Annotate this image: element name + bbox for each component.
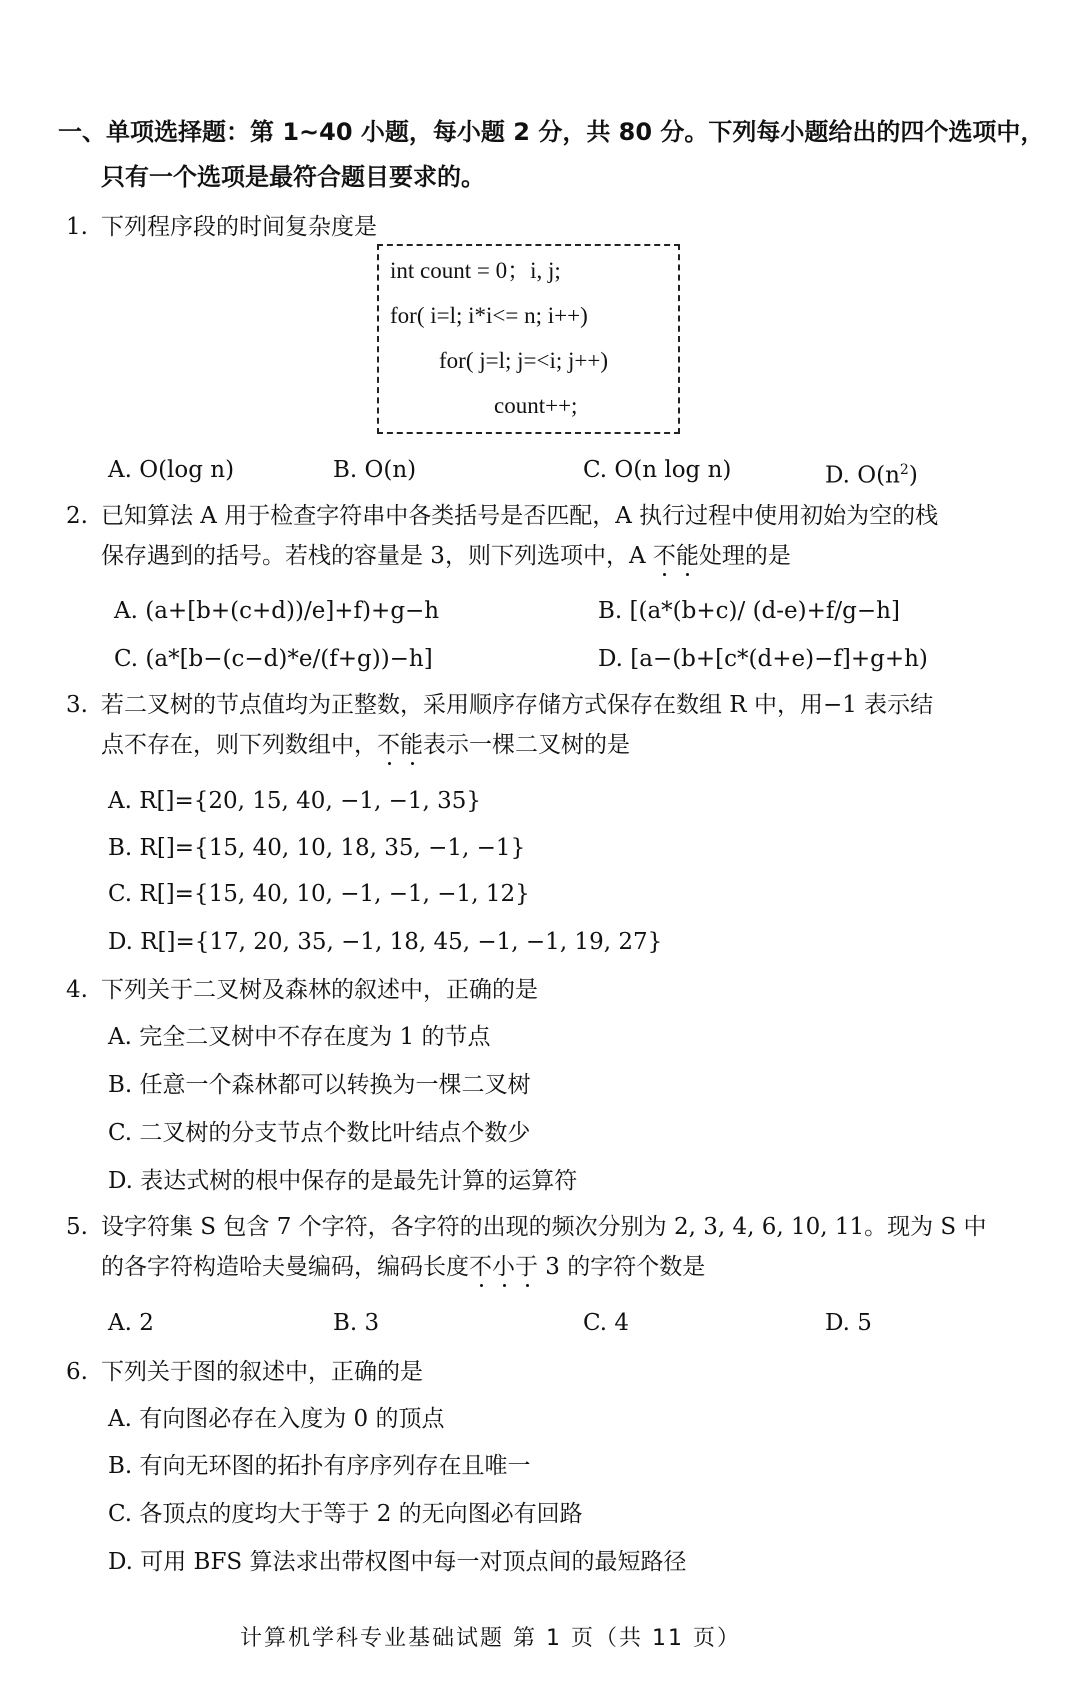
q4-option-b: B. 任意一个森林都可以转换为一棵二叉树 — [108, 1072, 531, 1098]
q4-option-d: D. 表达式树的根中保存的是最先计算的运算符 — [108, 1168, 578, 1194]
q3-stem-line1: 若二叉树的节点值均为正整数，采用顺序存储方式保存在数组 R 中，用−1 表示结 — [101, 692, 934, 718]
q1-number: 1. — [66, 214, 88, 240]
q5-option-c: C. 4 — [583, 1310, 630, 1336]
q1-option-b: B. O(n) — [333, 457, 417, 483]
q1-code-box — [377, 244, 680, 434]
q5-emphasis-2: 小 — [492, 1254, 515, 1280]
section-heading-line1: 一、单项选择题：第 1~40 小题，每小题 2 分，共 80 分。下列每小题给出的四个选项中， — [58, 118, 1045, 146]
q3-option-d: D. R[]={17, 20, 35, −1, 18, 45, −1, −1, 19, 27} — [108, 929, 663, 955]
q3-option-b: B. R[]={15, 40, 10, 18, 35, −1, −1} — [108, 835, 526, 861]
q2-stem-line1: 已知算法 A 用于检查字符串中各类括号是否匹配，A 执行过程中使用初始为空的栈 — [101, 503, 939, 529]
q2-option-b: B. [(a*(b+c)/ (d-e)+f/g−h] — [598, 598, 900, 624]
page-footer: 计算机学科专业基础试题 第 1 页（共 11 页） — [240, 1626, 741, 1651]
q2-emphasis-2: 能 — [675, 543, 699, 569]
q4-option-c: C. 二叉树的分支节点个数比叶结点个数少 — [108, 1120, 531, 1146]
q1-code-line-2: for( i=l; i*i<= n; i++) — [390, 303, 588, 328]
q2-number: 2. — [66, 503, 88, 529]
q5-emphasis-1: 不 — [469, 1254, 492, 1280]
q2-option-d: D. [a−(b+[c*(d+e)−f]+g+h) — [598, 646, 928, 672]
q1-option-d: D. $O(n^2)$ — [825, 462, 918, 489]
q3-option-c: C. R[]={15, 40, 10, −1, −1, −1, 12} — [108, 881, 530, 907]
q2-option-a: A. (a+[b+(c+d))/e]+f)+g−h — [114, 598, 440, 624]
q3-number: 3. — [66, 692, 88, 718]
q6-option-a: A. 有向图必存在入度为 0 的顶点 — [108, 1406, 445, 1432]
q5-option-a: A. 2 — [108, 1310, 154, 1336]
q6-option-b: B. 有向无环图的拓扑有序序列存在且唯一 — [108, 1453, 531, 1479]
q6-option-c: C. 各顶点的度均大于等于 2 的无向图必有回路 — [108, 1501, 583, 1527]
q3-emphasis-2: 能 — [400, 732, 423, 758]
q5-emphasis-3: 于 — [515, 1254, 538, 1280]
q6-stem: 下列关于图的叙述中，正确的是 — [101, 1359, 423, 1385]
q5-stem-line2: 的各字符构造哈夫曼编码，编码长度不小于 3 的字符个数是 — [101, 1254, 706, 1280]
q3-option-a: A. R[]={20, 15, 40, −1, −1, 35} — [108, 788, 482, 814]
q1-code-line-3: for( j=l; j=<i; j++) — [439, 348, 608, 373]
q3-stem-line2: 点不存在，则下列数组中，不能表示一棵二叉树的是 — [101, 732, 630, 758]
q1-option-c: C. O(n log n) — [583, 457, 732, 483]
q6-option-d: D. 可用 BFS 算法求出带权图中每一对顶点间的最短路径 — [108, 1549, 687, 1575]
q5-number: 5. — [66, 1214, 88, 1240]
q5-option-d: D. 5 — [825, 1310, 872, 1336]
q1-code-line-4: count++; — [494, 393, 578, 418]
q1-stem: 下列程序段的时间复杂度是 — [101, 214, 377, 240]
q2-emphasis-1: 不 — [652, 543, 676, 569]
q2-option-c: C. (a*[b−(c−d)*e/(f+g))−h] — [114, 646, 433, 672]
section-heading-line2: 只有一个选项是最符合题目要求的。 — [101, 163, 485, 191]
q3-emphasis-1: 不 — [377, 732, 400, 758]
q5-stem-line1: 设字符集 S 包含 7 个字符，各字符的出现的频次分别为 2, 3, 4, 6, 10, 11。现为 S 中 — [101, 1214, 987, 1240]
q1-option-a: A. O(log n) — [108, 457, 235, 483]
q1-code-line-1: int count = 0；i, j; — [390, 258, 561, 283]
q5-option-b: B. 3 — [333, 1310, 380, 1336]
q4-stem: 下列关于二叉树及森林的叙述中，正确的是 — [101, 977, 538, 1003]
q4-number: 4. — [66, 977, 88, 1003]
q1-option-d-sup: 2 — [899, 462, 909, 478]
q6-number: 6. — [66, 1359, 88, 1385]
q4-option-a: A. 完全二叉树中不存在度为 1 的节点 — [108, 1024, 491, 1050]
q2-stem-line2: 保存遇到的括号。若栈的容量是 3，则下列选项中，A 不能处理的是 — [101, 543, 791, 569]
